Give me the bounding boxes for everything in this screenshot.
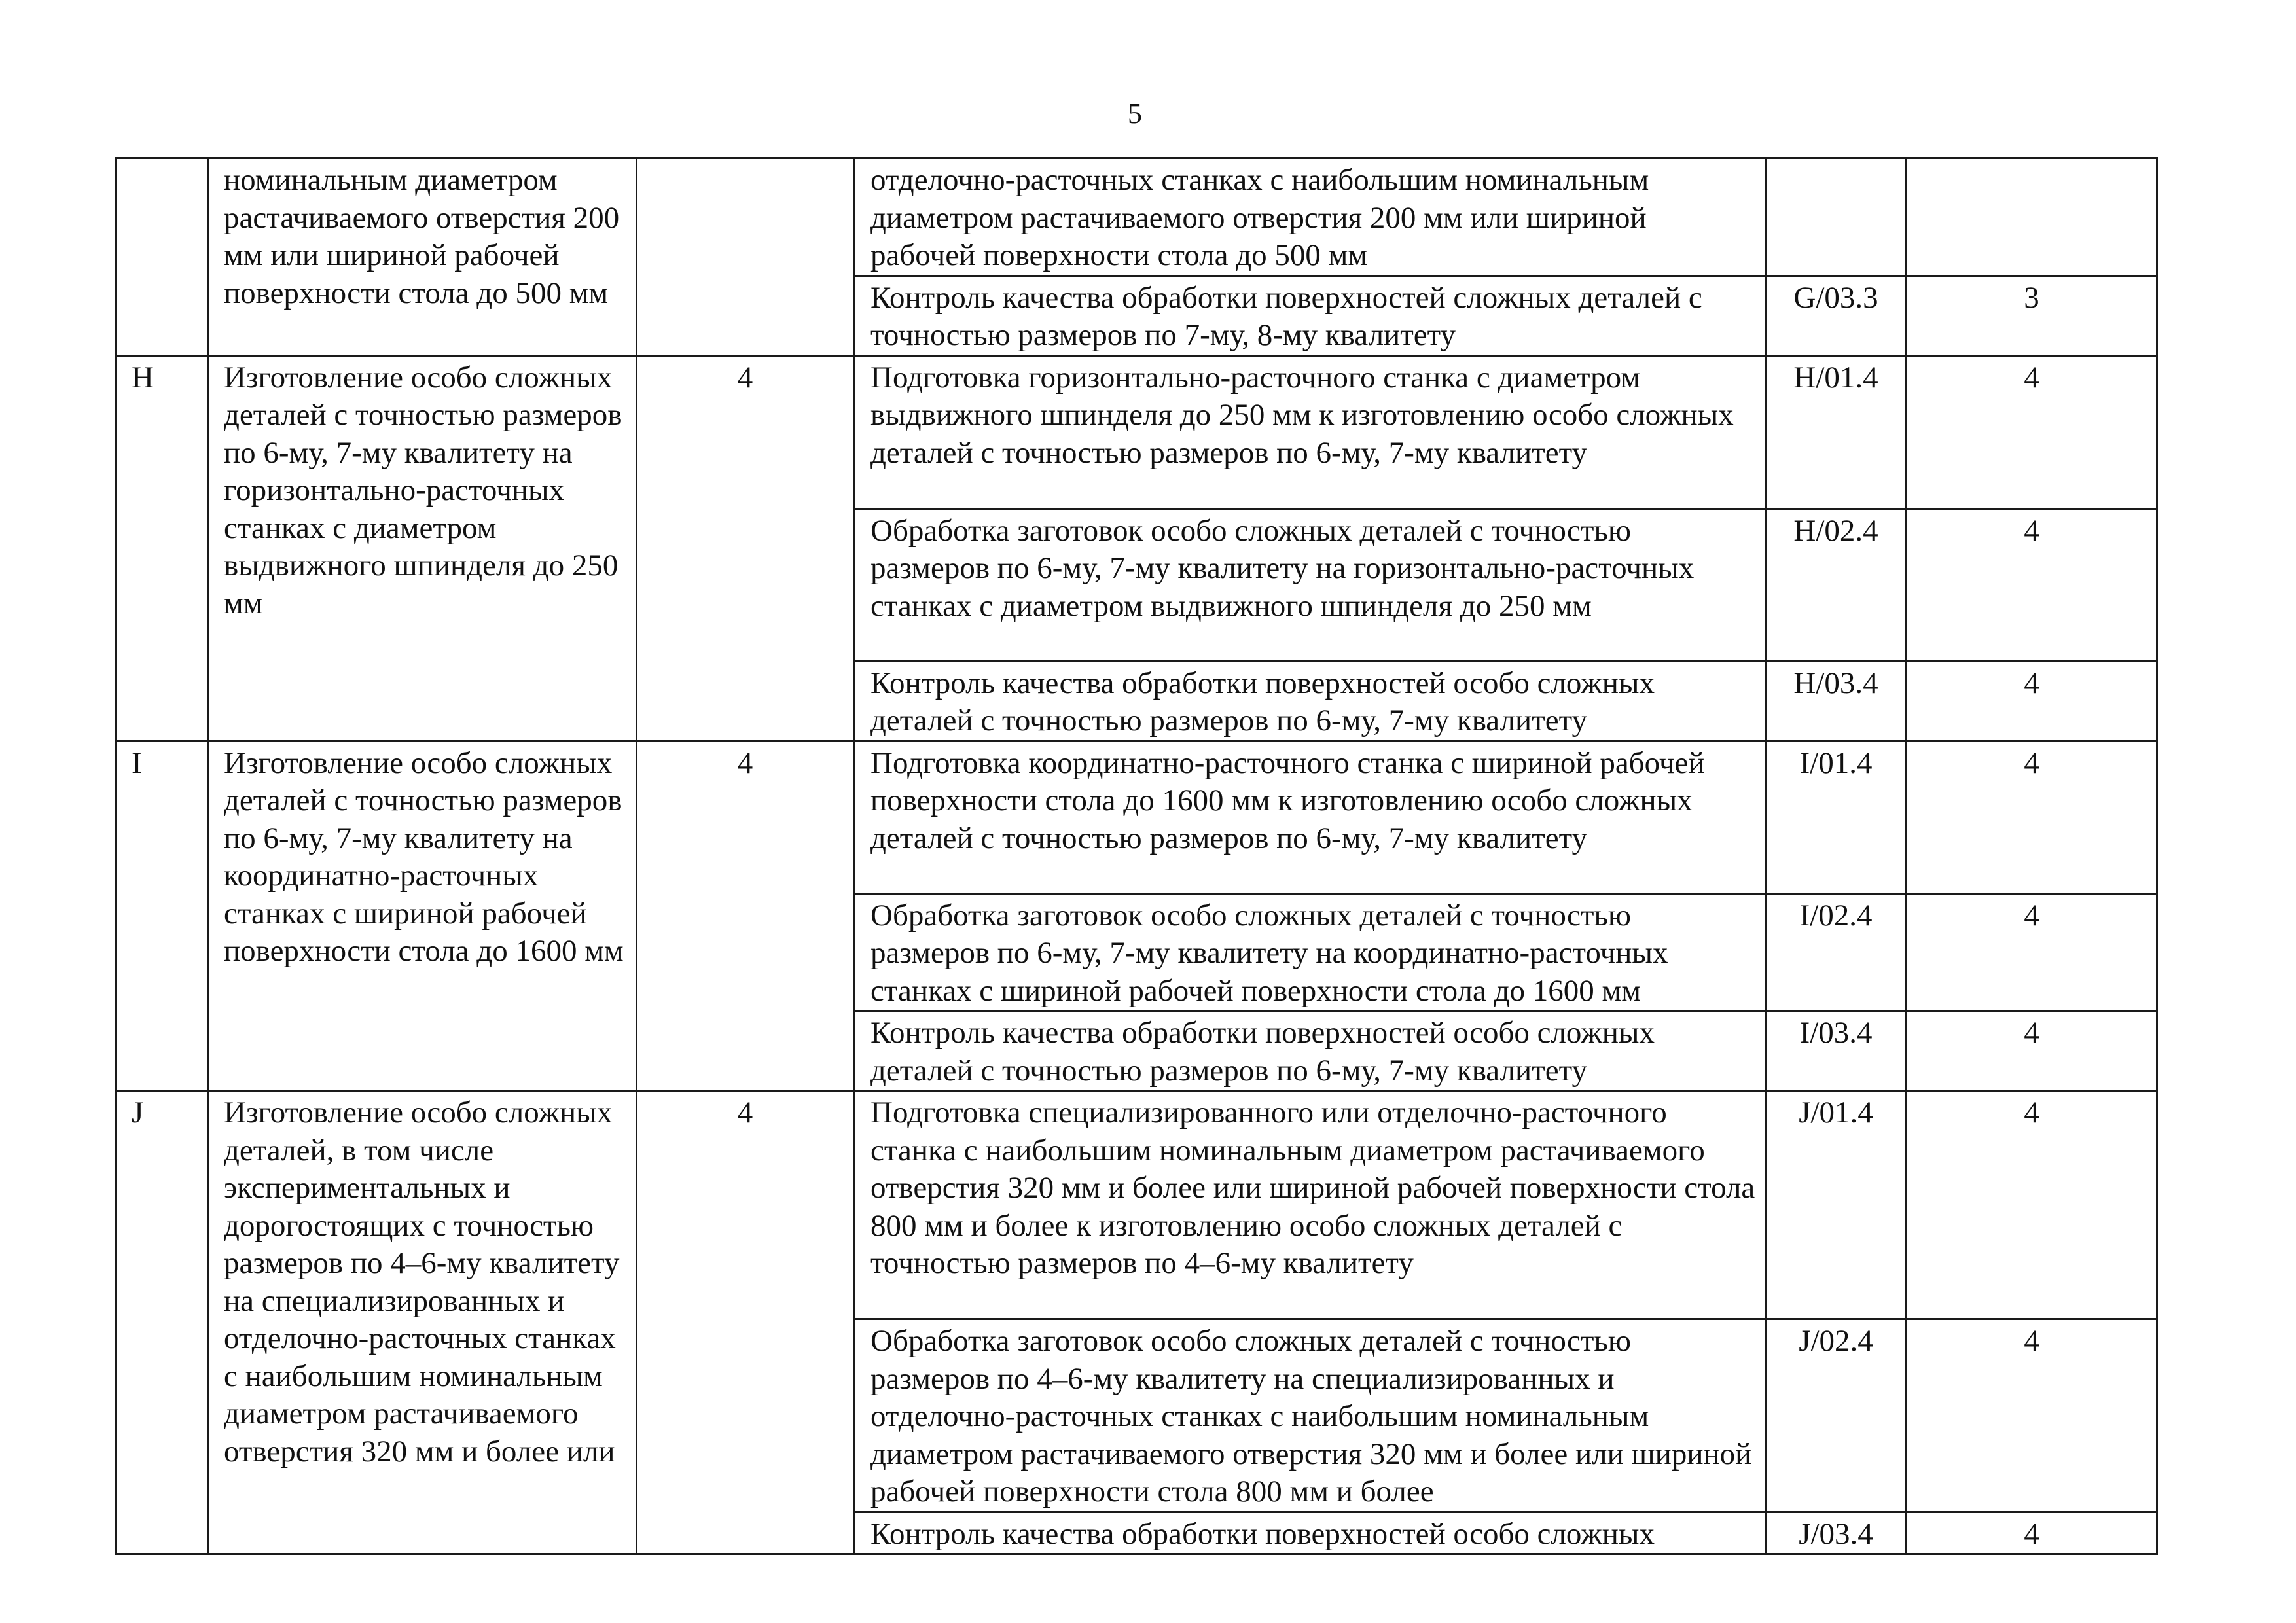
labor-function-code: J/02.4 [1766,1319,1907,1512]
labor-function-name: Подготовка специализированного или отделочно-расточного станка с наибольшим номинальным диаметром растачиваемого отверстия 320 мм и более или шириной рабочей поверхности стола 800 мм и более к изготовлению особо сложных деталей с точностью размеров по 4–6-му квалитету [854,1091,1766,1319]
labor-function-name: Обработка заготовок особо сложных деталей с точностью размеров по 6-му, 7-му квалитету на координатно-расточных станках с шириной рабочей поверхности стола до 1600 мм [854,893,1766,1011]
qualification-level [637,158,854,356]
labor-function-name: Подготовка горизонтально-расточного станка с диаметром выдвижного шпинделя до 250 мм к изготовлению особо сложных деталей с точностью размеров по 6-му, 7-му квалитету [854,355,1766,508]
functions-table [115,157,2158,1555]
generalized-function-code [117,158,209,356]
sub-qualification-level: 4 [1907,1319,2157,1512]
sub-qualification-level: 4 [1907,741,2157,893]
generalized-function-code: J [117,1091,209,1554]
labor-function-code: I/03.4 [1766,1011,1907,1091]
sub-qualification-level: 4 [1907,1091,2157,1319]
table-row [117,158,2157,276]
labor-function-name: Контроль качества обработки поверхностей сложных деталей с точностью размеров по 7-му, 8-му квалитету [854,276,1766,355]
labor-function-code: I/02.4 [1766,893,1907,1011]
generalized-function-code: H [117,355,209,741]
generalized-function-name: Изготовление особо сложных деталей с точностью размеров по 6-му, 7-му квалитету на координатно-расточных станках с шириной рабочей поверхности стола до 1600 мм [209,741,637,1091]
sub-qualification-level: 4 [1907,893,2157,1011]
labor-function-name: отделочно-расточных станках с наибольшим номинальным диаметром растачиваемого отверстия 200 мм или шириной рабочей поверхности стола до 500 мм [854,158,1766,276]
qualification-level: 4 [637,741,854,1091]
labor-function-name: Подготовка координатно-расточного станка с шириной рабочей поверхности стола до 1600 мм к изготовлению особо сложных деталей с точностью размеров по 6-му, 7-му квалитету [854,741,1766,893]
page-number: 5 [1128,98,1142,130]
sub-qualification-level: 3 [1907,276,2157,355]
sub-qualification-level: 4 [1907,355,2157,508]
labor-function-code: J/03.4 [1766,1512,1907,1554]
labor-function-code: I/01.4 [1766,741,1907,893]
sub-qualification-level: 4 [1907,1512,2157,1554]
labor-function-code: H/03.4 [1766,661,1907,741]
table-row [117,355,2157,508]
qualification-level: 4 [637,1091,854,1554]
generalized-function-code: I [117,741,209,1091]
labor-function-name: Контроль качества обработки поверхностей особо сложных [854,1512,1766,1554]
sub-qualification-level: 4 [1907,1011,2157,1091]
labor-function-name: Обработка заготовок особо сложных деталей с точностью размеров по 6-му, 7-му квалитету на горизонтально-расточных станках с диаметром выдвижного шпинделя до 250 мм [854,508,1766,661]
labor-function-code: J/01.4 [1766,1091,1907,1319]
table-row [117,1091,2157,1319]
sub-qualification-level [1907,158,2157,276]
labor-function-name: Обработка заготовок особо сложных деталей с точностью размеров по 4–6-му квалитету на специализированных и отделочно-расточных станках с наибольшим номинальным диаметром растачиваемого отверстия 320 мм и более или шириной рабочей поверхности стола 800 мм и более [854,1319,1766,1512]
labor-function-code: H/02.4 [1766,508,1907,661]
labor-function-name: Контроль качества обработки поверхностей особо сложных деталей с точностью размеров по 6-му, 7-му квалитету [854,661,1766,741]
sub-qualification-level: 4 [1907,661,2157,741]
generalized-function-name: Изготовление особо сложных деталей с точностью размеров по 6-му, 7-му квалитету на горизонтально-расточных станках с диаметром выдвижного шпинделя до 250 мм [209,355,637,741]
labor-function-code [1766,158,1907,276]
labor-function-name: Контроль качества обработки поверхностей особо сложных деталей с точностью размеров по 6-му, 7-му квалитету [854,1011,1766,1091]
generalized-function-name: номинальным диаметром растачиваемого отверстия 200 мм или шириной рабочей поверхности стола до 500 мм [209,158,637,356]
generalized-function-name: Изготовление особо сложных деталей, в том числе экспериментальных и дорогостоящих с точностью размеров по 4–6-му квалитету на специализированных и отделочно-расточных станках с наибольшим номинальным диаметром растачиваемого отверстия 320 мм и более или [209,1091,637,1554]
sub-qualification-level: 4 [1907,508,2157,661]
labor-function-code: G/03.3 [1766,276,1907,355]
table-row [117,741,2157,893]
labor-function-code: H/01.4 [1766,355,1907,508]
qualification-level: 4 [637,355,854,741]
